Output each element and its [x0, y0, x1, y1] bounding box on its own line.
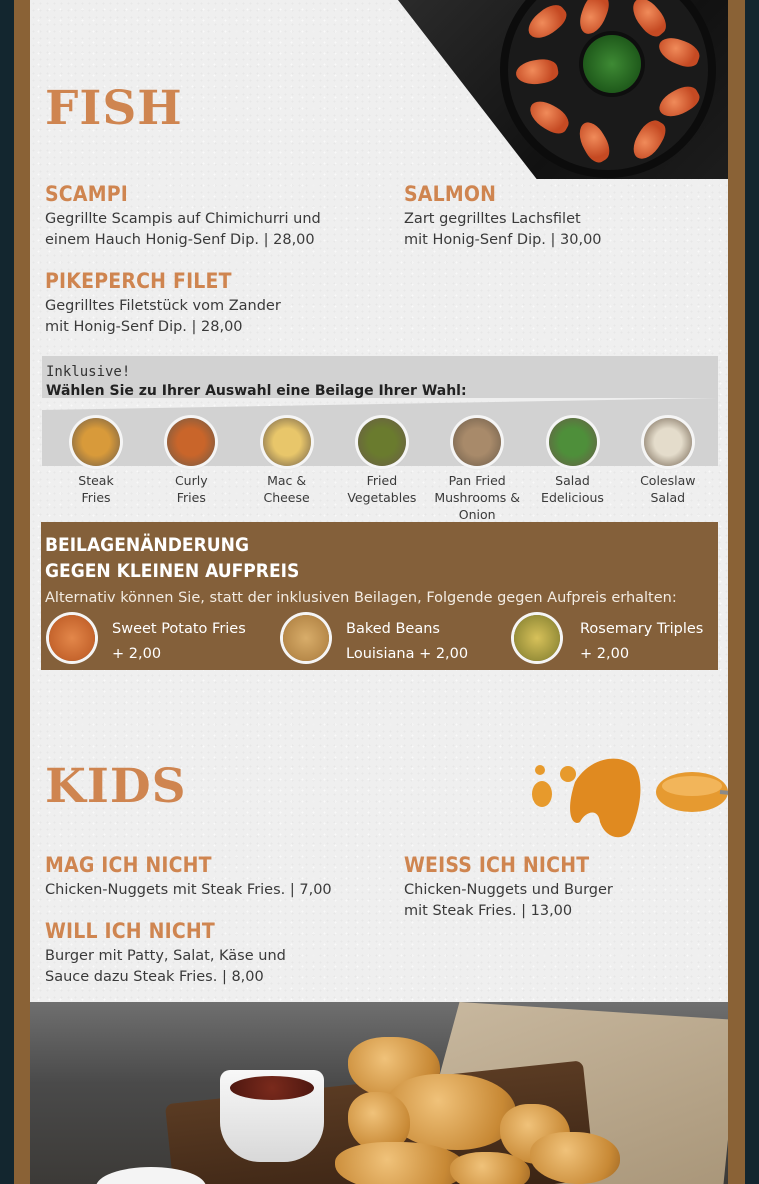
mushrooms-onion-icon — [453, 418, 501, 466]
side-label-line: Fries — [176, 490, 206, 505]
side-label-line: Onion — [458, 507, 496, 522]
dish-desc: Sauce dazu Steak Fries. | 8,00 — [45, 969, 264, 985]
side-label — [620, 472, 716, 506]
side-label-line: Coleslaw — [640, 473, 696, 488]
dish-name: PIKEPERCH FILET — [45, 269, 232, 293]
section-title-kids: KIDS — [45, 759, 187, 814]
shrimp-icon — [655, 34, 703, 71]
salad-icon — [549, 418, 597, 466]
side-item — [239, 418, 335, 506]
upgrade-item — [112, 617, 246, 667]
side-item — [620, 418, 716, 506]
side-item — [334, 418, 430, 506]
included-heading: Inklusive! — [46, 364, 131, 380]
upgrade-subtitle: Alternativ können Sie, statt der inklusiven Beilagen, Folgende gegen Aufpreis erhalten: — [45, 590, 677, 606]
side-label-line: Salad — [650, 490, 686, 505]
side-label — [429, 472, 525, 523]
included-subheading: Wählen Sie zu Ihrer Auswahl eine Beilage Ihrer Wahl: — [46, 383, 467, 399]
dish-name: SCAMPI — [45, 182, 128, 206]
dish-mag-ich-nicht — [45, 855, 332, 901]
shrimp-icon — [628, 116, 670, 164]
grilled-shrimp-photo — [398, 0, 728, 179]
dish-name: WEISS ICH NICHT — [404, 853, 590, 877]
side-label — [525, 472, 621, 506]
upgrade-item-price: + 2,00 — [580, 646, 630, 662]
side-label-line: Mac & — [267, 473, 307, 488]
shrimp-icon — [573, 118, 615, 166]
dish-desc: Gegrillte Scampis auf Chimichurri und — [45, 211, 321, 227]
shrimp-icon — [514, 57, 560, 88]
dish-will-ich-nicht — [45, 921, 286, 988]
side-label — [48, 472, 144, 506]
side-label-line: Curly — [174, 473, 208, 488]
steak-fries-icon — [72, 418, 120, 466]
side-item — [48, 418, 144, 506]
side-label-line: Fries — [81, 490, 111, 505]
side-label-line: Fried — [366, 473, 398, 488]
curly-fries-icon — [167, 418, 215, 466]
side-label — [239, 472, 335, 506]
shrimp-icon — [626, 0, 671, 41]
menu-page — [30, 0, 728, 1184]
ketchup-icon — [230, 1076, 314, 1100]
dish-name: WILL ICH NICHT — [45, 919, 215, 943]
dish-desc: Gegrilltes Filetstück vom Zander — [45, 298, 281, 314]
shrimp-icon — [655, 81, 703, 123]
side-label-line: Steak — [78, 473, 114, 488]
side-item — [429, 418, 525, 523]
shrimp-icon — [525, 96, 573, 138]
fried-vegetables-icon — [358, 418, 406, 466]
dish-desc: Chicken-Nuggets und Burger — [404, 882, 613, 898]
chimichurri-bowl-icon — [583, 35, 641, 93]
side-label-line: Edelicious — [541, 490, 604, 505]
chicken-nuggets-photo — [30, 1002, 728, 1184]
upgrade-item — [580, 617, 703, 667]
dish-name: SALMON — [404, 182, 497, 206]
dish-desc: einem Hauch Honig-Senf Dip. | 28,00 — [45, 232, 315, 248]
dish-pikeperch — [45, 271, 281, 338]
nugget-icon — [335, 1142, 465, 1184]
dish-desc: mit Honig-Senf Dip. | 28,00 — [45, 319, 243, 335]
nugget-icon — [450, 1152, 530, 1184]
baked-beans-icon — [283, 615, 329, 661]
side-label-line: Salad — [555, 473, 590, 488]
sweet-potato-fries-icon — [49, 615, 95, 661]
side-item — [143, 418, 239, 506]
dish-desc: mit Steak Fries. | 13,00 — [404, 903, 573, 919]
dish-desc: Chicken-Nuggets mit Steak Fries. | 7,00 — [45, 882, 332, 898]
dish-weiss-ich-nicht — [404, 855, 613, 922]
rosemary-potatoes-icon — [514, 615, 560, 661]
upgrade-box — [41, 522, 718, 670]
side-item — [525, 418, 621, 506]
upgrade-item-name: Baked Beans — [346, 621, 440, 637]
upgrade-item-name: Rosemary Triples — [580, 621, 704, 637]
dish-desc: Burger mit Patty, Salat, Käse und — [45, 948, 286, 964]
dish-scampi — [45, 184, 321, 251]
side-label-line: Vegetables — [347, 490, 417, 505]
side-label — [143, 472, 239, 506]
side-label — [334, 472, 430, 506]
sauce-splash-icon — [520, 752, 728, 842]
shrimp-icon — [523, 0, 571, 45]
upgrade-item-price: + 2,00 — [112, 646, 162, 662]
upgrade-title-line1: BEILAGENÄNDERUNG — [45, 534, 249, 556]
mac-cheese-icon — [263, 418, 311, 466]
upgrade-item-name: Sweet Potato Fries — [112, 621, 246, 637]
dish-desc: Zart gegrilltes Lachsfilet — [404, 211, 581, 227]
side-label-line: Mushrooms & — [434, 490, 521, 505]
upgrade-title-line2: GEGEN KLEINEN AUFPREIS — [45, 560, 300, 582]
upgrade-item-price: Louisiana + 2,00 — [346, 646, 469, 662]
side-label-line: Pan Fried — [448, 473, 506, 488]
coleslaw-icon — [644, 418, 692, 466]
dish-name: MAG ICH NICHT — [45, 853, 212, 877]
side-label-line: Cheese — [263, 490, 310, 505]
dish-desc: mit Honig-Senf Dip. | 30,00 — [404, 232, 602, 248]
dish-salmon — [404, 184, 602, 251]
section-title-fish: FISH — [45, 81, 183, 136]
shrimp-icon — [576, 0, 613, 38]
upgrade-item — [346, 617, 468, 667]
